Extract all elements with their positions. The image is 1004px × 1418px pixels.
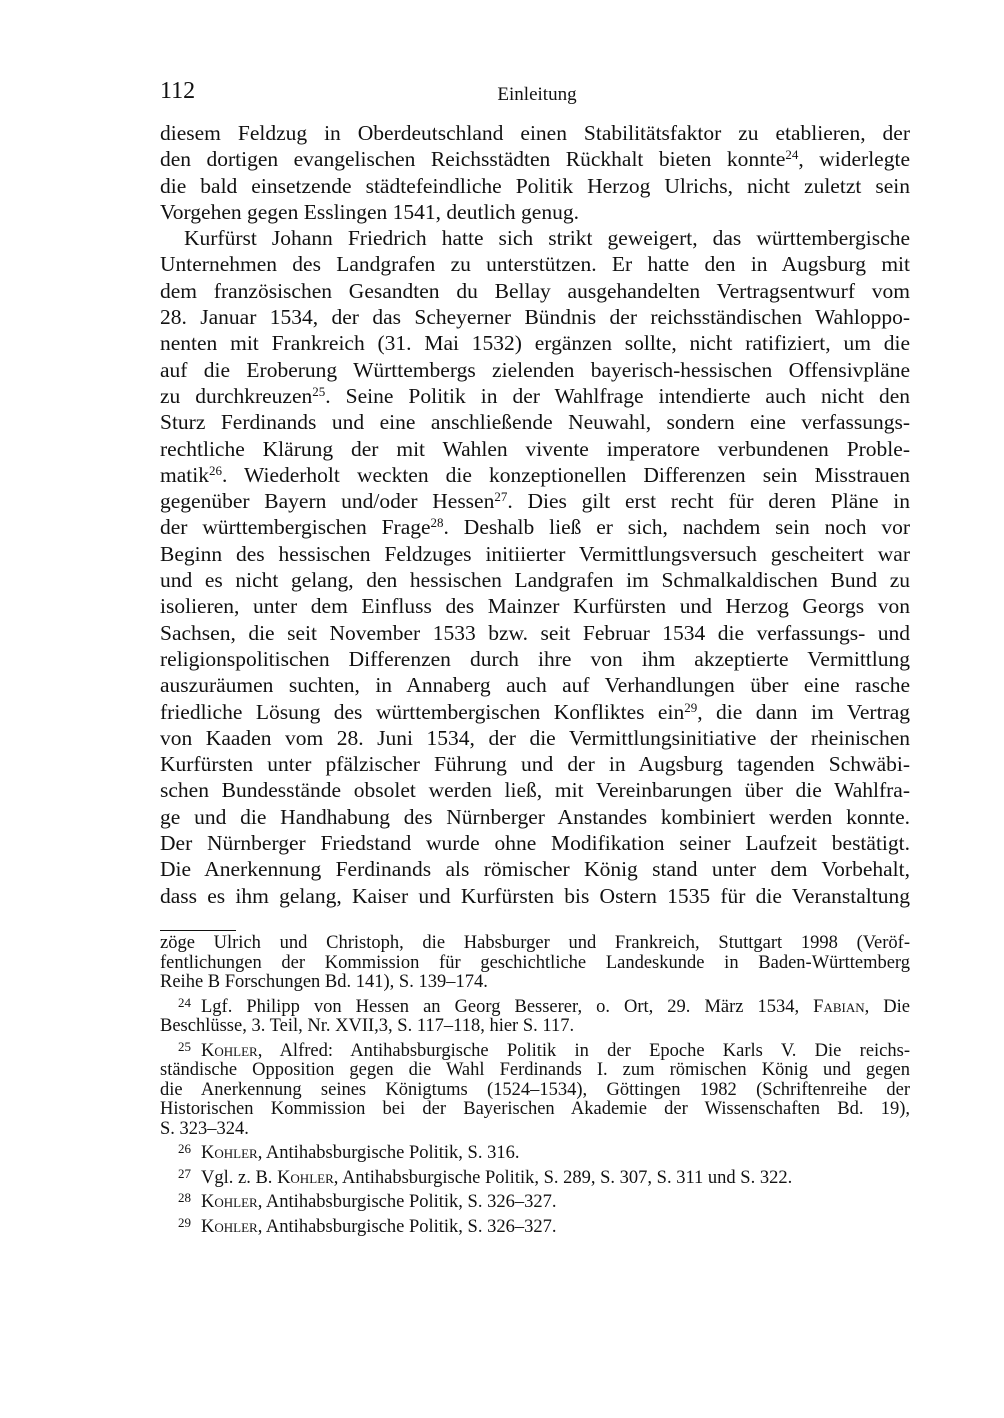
text-line: die bald einsetzende städtefeindliche Politik Herzog Ulrichs, nicht zuletzt sein: [160, 173, 910, 198]
text-line: auszuräumen suchten, in Annaberg auch auf Verhandlungen über eine rasche: [160, 673, 910, 698]
text-line: [160, 146, 910, 172]
text-span: den dortigen evangelischen Reichsstädten Rückhalt bieten konnte: [160, 147, 786, 172]
text-span: , widerlegte: [798, 147, 910, 172]
footnote-ref-29[interactable]: 29: [684, 699, 698, 715]
text-span: matik: [160, 462, 209, 487]
footnote-line: S. 323–324.: [160, 1118, 249, 1139]
footnote-line: ständische Opposition gegen die Wahl Ferdinands I. zum römischen König und gegen: [160, 1060, 910, 1080]
author-name: Fabian: [813, 996, 865, 1017]
text-span: . Seine Politik in der Wahlfrage intendierte auch nicht den: [325, 383, 910, 408]
text-line: Kurfürsten unter pfälzischer Führung und der in Augsburg tagenden Schwäbi-: [160, 752, 910, 777]
text-line: Die Anerkennung Ferdinands als römischer König stand unter dem Vorbehalt,: [160, 857, 910, 882]
text-span: zu durchkreuzen: [160, 383, 313, 408]
text-line: Der Nürnberger Friedstand wurde ohne Modifikation seiner Laufzeit bestätigt.: [160, 831, 910, 856]
text-line: ge und die Handhabung des Nürnberger Anstandes kombiniert werden konnte.: [160, 804, 910, 829]
text-span: der württembergischen Frage: [160, 515, 431, 540]
text-span: Vgl. z. B.: [201, 1167, 278, 1188]
author-name: Kohler: [277, 1167, 334, 1188]
text-line: Sturz Ferdinands und eine anschließende Neuwahl, sondern eine verfassungs-: [160, 410, 910, 435]
text-line: dass es ihm gelang, Kaiser und Kurfürsten bis Ostern 1535 für die Veranstaltung: [160, 883, 910, 908]
footnote-ref-28[interactable]: 28: [430, 515, 444, 531]
text-line: 28. Januar 1534, der das Scheyerner Bündnis der reichsständischen Wahloppo-: [160, 305, 910, 330]
text-line: von Kaaden vom 28. Juni 1534, der die Vermittlungsinitiative der rheinischen: [160, 725, 910, 750]
text-span: . Wiederholt weckten die konzeptionellen Differenzen sein Misstrauen: [221, 462, 910, 487]
text-line: [160, 699, 910, 725]
text-span: , Antihabsburgische Politik, S. 326–327.: [257, 1192, 557, 1212]
footnote-line: Historischen Kommission bei der Bayerischen Akademie der Wissenschaften Bd. 19),: [160, 1099, 910, 1119]
footnote-line: die Anerkennung seines Königtums (1524–1534), Göttingen 1982 (Schriftenreihe der: [160, 1079, 910, 1100]
footnote-line: zöge Ulrich und Christoph, die Habsburger und Frankreich, Stuttgart 1998 (Veröf-: [160, 933, 910, 953]
footnote-line: Reihe B Forschungen Bd. 141), S. 139–174.: [160, 972, 488, 992]
author-name: Kohler: [201, 1192, 258, 1212]
footnote-line: Beschlüsse, 3. Teil, Nr. XVII,3, S. 117–118, hier S. 117.: [160, 1016, 575, 1036]
text-span: , Die: [864, 996, 911, 1017]
footnote-ref-26[interactable]: 26: [208, 462, 222, 478]
footnote-28: 28 Kohler, Antihabsburgische Politik, S. 326–327.: [178, 1190, 557, 1212]
text-span: . Dies gilt erst recht für deren Pläne in: [507, 489, 910, 514]
text-line: religionspolitischen Differenzen durch ihre von ihm akzeptierte Vermittlung: [160, 646, 910, 671]
footnotes: [160, 934, 910, 1237]
author-name: Kohler: [201, 1143, 258, 1163]
footnote-divider: [160, 930, 236, 931]
text-line: Vorgehen gegen Esslingen 1541, deutlich genug.: [160, 199, 579, 224]
footnote-26: 26 Kohler, Antihabsburgische Politik, S. 316.: [178, 1141, 520, 1163]
author-name: Kohler: [201, 1040, 258, 1061]
footnote-ref-25[interactable]: 25: [312, 383, 326, 399]
text-line: [160, 462, 910, 488]
footnote-ref-27[interactable]: 27: [494, 489, 508, 505]
text-line: [160, 383, 910, 409]
page-number: 112: [160, 78, 196, 104]
text-line: [160, 488, 910, 514]
text-line: diesem Feldzug in Oberdeutschland einen Stabilitätsfaktor zu etablieren, der: [160, 121, 910, 145]
text-line: Sachsen, die seit November 1533 bzw. seit Februar 1534 die verfassungs- und: [160, 620, 910, 645]
main-text: [160, 120, 910, 909]
text-span: , die dann im Vertrag: [697, 699, 911, 724]
running-head: Einleitung: [497, 84, 577, 105]
footnote-line: fentlichungen der Kommission für geschichtliche Landeskunde in Baden-Württemberg: [160, 952, 910, 973]
text-span: , Antihabsburgische Politik, S. 289, S. 307, S. 311 und S. 322.: [333, 1167, 793, 1188]
text-line: und es nicht gelang, den hessischen Landgrafen im Schmalkaldischen Bund zu: [160, 568, 910, 593]
text-line: [160, 514, 910, 540]
text-line: Beginn des hessischen Feldzuges initiierter Vermittlungsversuch gescheitert war: [160, 541, 910, 566]
text-span: . Deshalb ließ er sich, nachdem sein noch vor: [443, 515, 910, 540]
text-line: nenten mit Frankreich (31. Mai 1532) ergänzen sollte, nicht ratifiziert, um die: [160, 331, 910, 356]
footnote-29: 29 Kohler, Antihabsburgische Politik, S. 326–327.: [178, 1214, 557, 1237]
footnote-27: 27 Vgl. z. B. Kohler, Antihabsburgische Politik, S. 289, S. 307, S. 311 und S. 322.: [178, 1165, 793, 1188]
footnote-24: 24 Lgf. Philipp von Hessen an Georg Besserer, o. Ort, 29. März 1534, Fabian, Die: [178, 994, 911, 1017]
text-span: Lgf. Philipp von Hessen an Georg Besserer, o. Ort, 29. März 1534,: [201, 996, 814, 1017]
text-line: Unternehmen des Landgrafen zu unterstützen. Er hatte den in Augsburg mit: [160, 252, 910, 277]
text-span: friedliche Lösung des württembergischen Konfliktes ein: [160, 699, 685, 724]
text-line: isolieren, unter dem Einfluss des Mainzer Kurfürsten und Herzog Georgs von: [160, 594, 910, 619]
author-name: Kohler: [201, 1216, 258, 1237]
text-line: schen Bundesstände obsolet werden ließ, mit Vereinbarungen über die Wahlfra-: [160, 778, 910, 803]
text-line: dem französischen Gesandten du Bellay ausgehandelten Vertragsentwurf vom: [160, 278, 910, 303]
footnote-25: 25 Kohler, Alfred: Antihabsburgische Politik in der Epoche Karls V. Die reichs-: [178, 1038, 910, 1061]
text-line: auf die Eroberung Württembergs zielenden bayerisch-hessischen Offensivpläne: [160, 357, 910, 382]
text-span: gegenüber Bayern und/oder Hessen: [160, 489, 495, 514]
text-span: , Alfred: Antihabsburgische Politik in der Epoche Karls V. Die reichs-: [257, 1040, 910, 1061]
text-span: , Antihabsburgische Politik, S. 316.: [257, 1143, 520, 1163]
text-span: , Antihabsburgische Politik, S. 326–327.: [257, 1216, 557, 1237]
paragraph-start-line: Kurfürst Johann Friedrich hatte sich strikt geweigert, das württembergische: [184, 226, 910, 251]
text-line: rechtliche Klärung der mit Wahlen vivente imperatore verbundenen Proble-: [160, 436, 910, 461]
footnote-ref-24[interactable]: 24: [785, 147, 799, 163]
